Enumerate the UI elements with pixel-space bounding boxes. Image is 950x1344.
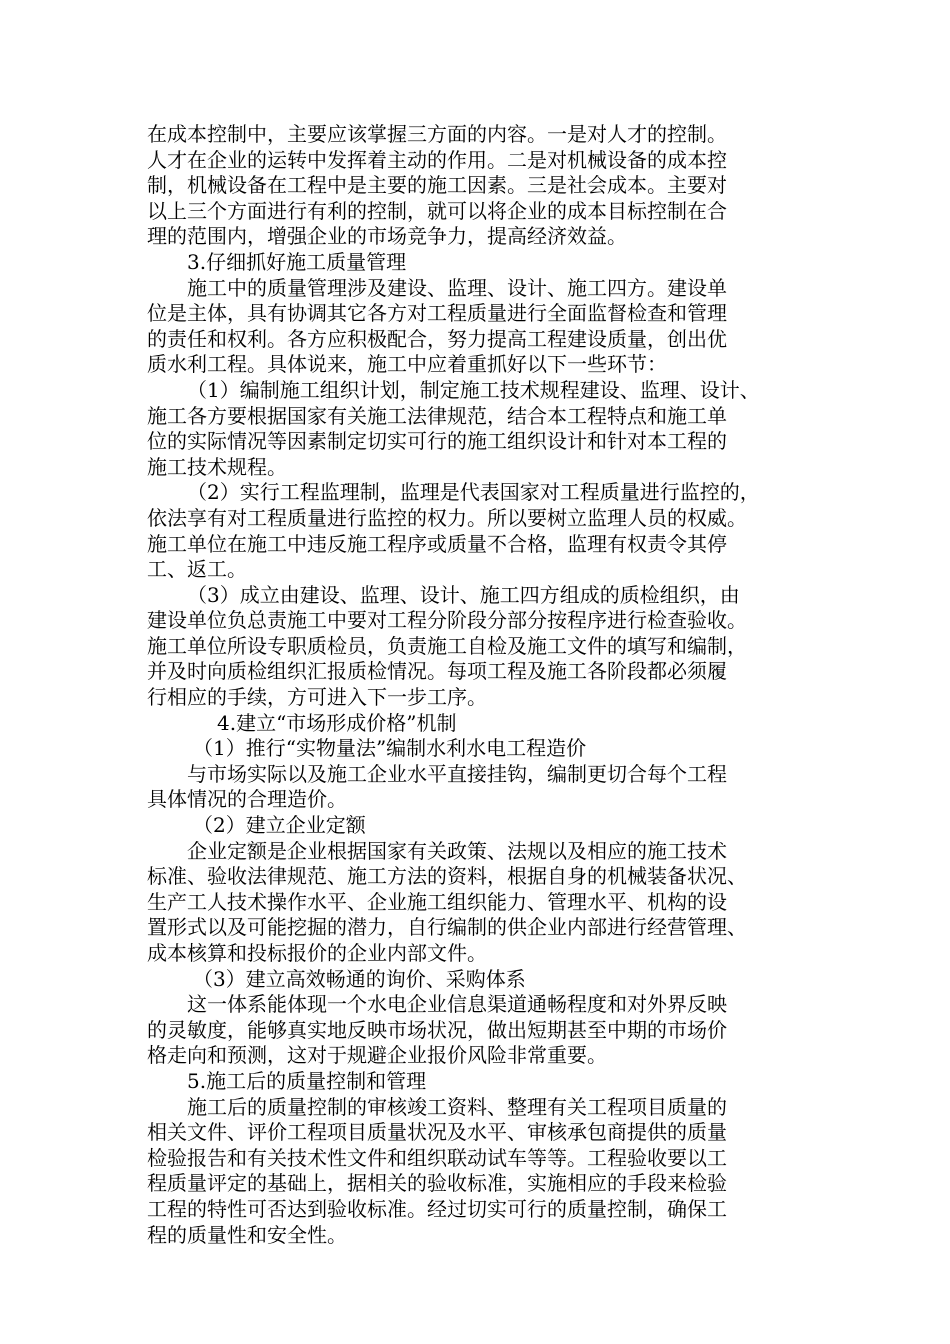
text-line: （2）实行工程监理制，监理是代表国家对工程质量进行监控的， xyxy=(187,480,760,505)
text-line: 相关文件、评价工程项目质量状况及水平、审核承包商提供的质量 xyxy=(147,1120,727,1145)
text-line: 程质量评定的基础上，据相关的验收标准，实施相应的手段来检验 xyxy=(147,1171,727,1196)
text-line: 生产工人技术操作水平、企业施工组织能力、管理水平、机构的设 xyxy=(147,889,727,914)
text-line: 人才在企业的运转中发挥着主动的作用。二是对机械设备的成本控 xyxy=(147,147,727,172)
text-line: 位的实际情况等因素制定切实可行的施工组织设计和针对本工程的 xyxy=(147,429,727,454)
text-line: 企业定额是企业根据国家有关政策、法规以及相应的施工技术 xyxy=(187,838,727,863)
document-body xyxy=(147,122,817,1248)
text-line: 工程的特性可否达到验收标准。经过切实可行的质量控制，确保工 xyxy=(147,1196,727,1221)
subsection-heading: （3）建立高效畅通的询价、采购体系 xyxy=(193,966,526,991)
text-line: （3）成立由建设、监理、设计、施工四方组成的质检组织，由 xyxy=(187,582,740,607)
text-line: 建设单位负总责施工中要对工程分阶段分部分按程序进行检查验收。 xyxy=(147,608,747,633)
text-line: 制，机械设备在工程中是主要的施工因素。三是社会成本。主要对 xyxy=(147,173,727,198)
text-line: 的灵敏度，能够真实地反映市场状况，做出短期甚至中期的市场价 xyxy=(147,1017,727,1042)
text-line: 与市场实际以及施工企业水平直接挂钩，编制更切合每个工程 xyxy=(187,761,727,786)
text-line: 施工后的质量控制的审核竣工资料、整理有关工程项目质量的 xyxy=(187,1094,727,1119)
text-line: 理的范围内，增强企业的市场竞争力，提高经济效益。 xyxy=(147,224,627,249)
text-line: 并及时向质检组织汇报质检情况。每项工程及施工各阶段都必须履 xyxy=(147,659,727,684)
section-heading: 3.仔细抓好施工质量管理 xyxy=(187,249,407,274)
text-line: 程的质量性和安全性。 xyxy=(147,1222,347,1247)
text-line: 成本核算和投标报价的企业内部文件。 xyxy=(147,941,487,965)
text-line: 施工技术规程。 xyxy=(147,454,287,479)
text-line: 施工单位在施工中违反施工程序或质量不合格，监理有权责令其停 xyxy=(147,531,727,556)
text-line: 以上三个方面进行有利的控制，就可以将企业的成本目标控制在合 xyxy=(147,198,727,223)
text-line: 在成本控制中，主要应该掌握三方面的内容。一是对人才的控制。 xyxy=(147,122,727,146)
text-line: 施工单位所设专职质检员，负责施工自检及施工文件的填写和编制， xyxy=(147,633,747,658)
text-line: 这一体系能体现一个水电企业信息渠道通畅程度和对外界反映 xyxy=(187,992,727,1017)
text-line: 位是主体，具有协调其它各方对工程质量进行全面监督检查和管理 xyxy=(147,301,727,326)
text-line: （1）编制施工组织计划，制定施工技术规程建设、监理、设计、 xyxy=(187,377,760,402)
text-line: 置形式以及可能挖掘的潜力，自行编制的供企业内部进行经营管理、 xyxy=(147,915,747,940)
text-line: 行相应的手续，方可进入下一步工序。 xyxy=(147,685,487,710)
section-heading: 5.施工后的质量控制和管理 xyxy=(187,1068,427,1093)
text-line: 的责任和权利。各方应积极配合，努力提高工程建设质量，创出优 xyxy=(147,326,727,351)
section-heading: 4.建立“市场形成价格”机制 xyxy=(217,710,457,735)
text-line: 质水利工程。具体说来，施工中应着重抓好以下一些环节： xyxy=(147,352,667,377)
text-line: 格走向和预测，这对于规避企业报价风险非常重要。 xyxy=(147,1043,607,1068)
subsection-heading: （1）推行“实物量法”编制水利水电工程造价 xyxy=(193,736,587,761)
text-line: 工、返工。 xyxy=(147,557,247,582)
text-line: 标准、验收法律规范、施工方法的资料，根据自身的机械装备状况、 xyxy=(147,864,747,889)
text-line: 检验报告和有关技术性文件和组织联动试车等等。工程验收要以工 xyxy=(147,1145,727,1170)
text-line: 施工中的质量管理涉及建设、监理、设计、施工四方。建设单 xyxy=(187,275,727,300)
text-line: 施工各方要根据国家有关施工法律规范，结合本工程特点和施工单 xyxy=(147,403,727,428)
text-line: 依法享有对工程质量进行监控的权力。所以要树立监理人员的权威。 xyxy=(147,505,747,530)
text-line: 具体情况的合理造价。 xyxy=(147,787,347,812)
subsection-heading: （2）建立企业定额 xyxy=(193,813,366,838)
